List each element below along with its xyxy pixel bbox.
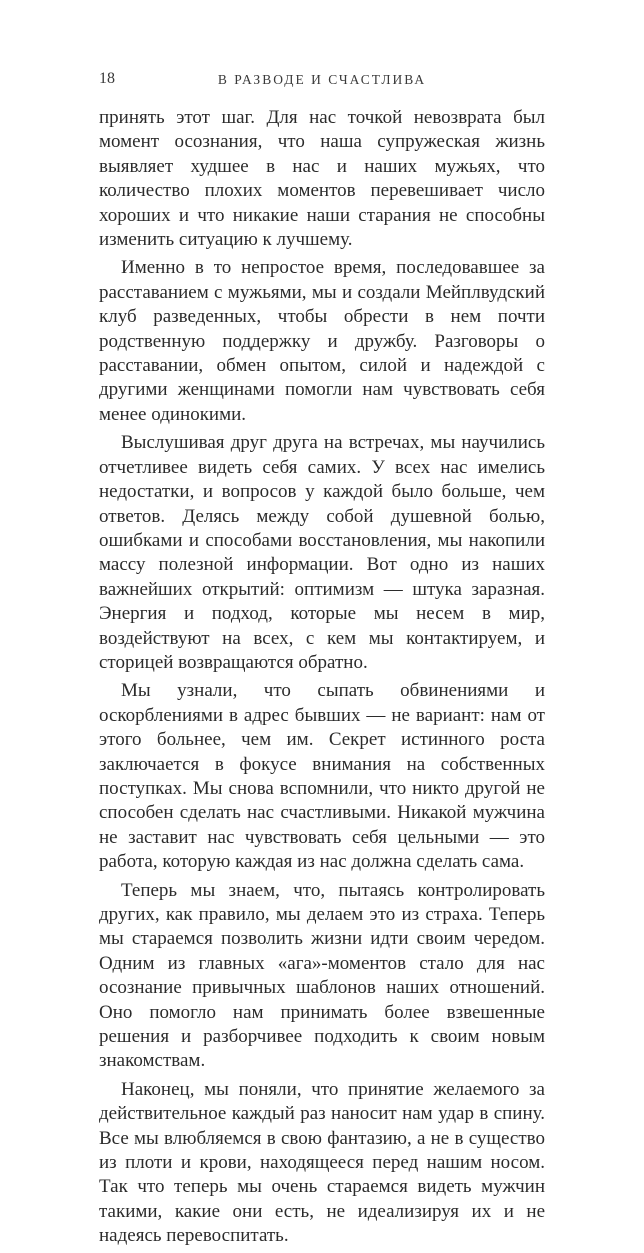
paragraph-4: Мы узнали, что сыпать обвинениями и оскорблениями в адрес бывших — не вариант: нам от этого больнее, чем им. Секрет истинного роста заключается в фокусе внимания на собственных поступках. Мы снова вспомнили, что никто другой не способен сделать нас счастливыми. Никакой мужчина не заставит нас чувствовать себя цельными — это работа, которую каждая из нас должна сделать сама. (99, 680, 545, 873)
running-title: В РАЗВОДЕ И СЧАСТЛИВА (217, 72, 427, 87)
paragraph-1: принять этот шаг. Для нас точкой невозврата был момент осознания, что наша супружеская жизнь выявляет худшее в нас и наших мужьях, что количество плохих моментов перевешивает число хороших и что никакие наши старания не способны изменить ситуацию к лучшему. (99, 107, 545, 251)
paragraph-3: Выслушивая друг друга на встречах, мы научились отчетливее видеть себя самих. У всех нас имелись недостатки, и вопросов у каждой было больше, чем ответов. Делясь между собой душевной болью, ошибками и способами восстановления, мы накопили массу полезной информации. Вот одно из наших важнейших открытий: оптимизм — штука заразная. Энергия и подход, которые мы несем в мир, воздействуют на всех, с кем мы контактируем, и сторицей возвращаются обратно. (99, 432, 545, 673)
paragraph-2: Именно в то непростое время, последовавшее за расставанием с мужьями, мы и создали Мейплвудский клуб разведенных, чтобы обрести в нем почти родственную поддержку и дружбу. Разговоры о расставании, обмен опытом, силой и надеждой с другими женщинами помогли нам чувствовать себя менее одинокими. (99, 257, 545, 425)
body-text (99, 106, 545, 1253)
paragraph-6: Наконец, мы поняли, что принятие желаемого за действительное каждый раз наносит нам удар в спину. Все мы влюбляемся в свою фантазию, а не в существо из плоти и крови, находящееся перед нашим носом. Так что теперь мы очень стараемся видеть мужчин такими, какие они есть, не идеализируя их и не надеясь перевоспитать. (99, 1078, 545, 1247)
paragraph-5: Теперь мы знаем, что, пытаясь контролировать других, как правило, мы делаем это из страха. Теперь мы стараемся позволить жизни идти своим чередом. Одним из главных «ага»-моментов стало для нас осознание привычных шаблонов наших отношений. Оно помогло нам принимать более взвешенные решения и разборчивее подходить к своим новым знакомствам. (99, 879, 545, 1072)
page-number: 18 (99, 70, 115, 87)
page-header (99, 70, 545, 92)
